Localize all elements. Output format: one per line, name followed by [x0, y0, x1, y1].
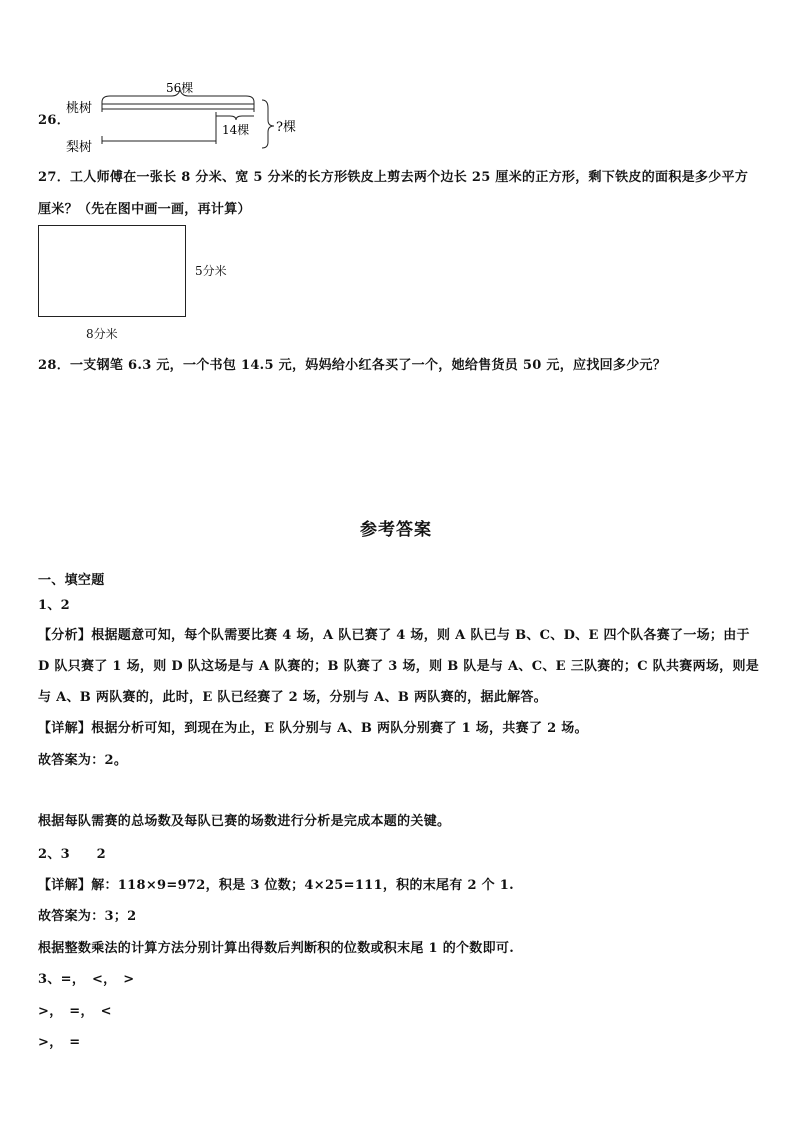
answer-3-line-1: 3、=， <， > [38, 972, 135, 987]
answer-1-analysis-1: 【分析】根据题意可知，每个队需要比赛 4 场，A 队已赛了 4 场，则 A 队已与 B、C、D、E 四个队各赛了一场；由于 [38, 628, 750, 643]
answer-3-line-2: >， =， < [38, 1004, 112, 1019]
top-count-label: 56棵 [166, 81, 194, 95]
peach-segment [102, 104, 254, 109]
answer-1-analysis-3: 与 A、B 两队赛的，此时，E 队已经赛了 2 场，分别与 A、B 两队赛的，据此解答。 [38, 690, 547, 705]
answer-1-detail: 【详解】根据分析可知，到现在为止，E 队分别与 A、B 两队分别赛了 1 场，共赛了 2 场。 [38, 721, 588, 736]
answer-2-number: 2、3 2 [38, 847, 106, 862]
tree-segment-diagram [60, 76, 320, 156]
answer-3-line-3: >， = [38, 1035, 81, 1050]
width-label: 8分米 [86, 327, 118, 341]
answer-2-note: 根据整数乘法的计算方法分别计算出得数后判断积的位数或积末尾 1 的个数即可. [38, 941, 515, 956]
total-label: ?棵 [276, 120, 296, 135]
answer-1-note: 根据每队需赛的总场数及每队已赛的场数进行分析是完成本题的关键。 [38, 814, 451, 829]
height-label: 5分米 [195, 264, 227, 278]
right-brace [262, 100, 274, 148]
section-fill-blank: 一、填空题 [38, 573, 105, 588]
question-26-number: 26． [38, 113, 70, 128]
question-27-line1: 27．工人师傅在一张长 8 分米、宽 5 分米的长方形铁皮上剪去两个边长 25 厘米的正方形，剩下铁皮的面积是多少平方 [38, 170, 749, 185]
question-28-text: 28．一支钢笔 6.3 元，一个书包 14.5 元，妈妈给小红各买了一个，她给售货员 50 元，应找回多少元？ [38, 358, 667, 373]
answer-1-analysis-2: D 队只赛了 1 场，则 D 队这场是与 A 队赛的；B 队赛了 3 场，则 B 队是与 A、C、E 三队赛的；C 队共赛两场，则是 [38, 659, 760, 674]
peach-label: 桃树 [66, 101, 93, 116]
answer-2-result: 故答案为：3；2 [38, 909, 137, 924]
difference-label: 14棵 [222, 123, 250, 137]
answers-title: 参考答案 [360, 520, 432, 540]
answer-1-number: 1、2 [38, 598, 70, 613]
answer-1-result: 故答案为：2。 [38, 753, 128, 768]
answer-2-detail: 【详解】解：118×9=972，积是 3 位数；4×25=111，积的末尾有 2 个 1. [38, 878, 514, 893]
rectangle-sheet[interactable] [38, 225, 186, 317]
pear-label: 梨树 [66, 140, 93, 155]
question-27-line2: 厘米？（先在图中画一画，再计算） [38, 202, 251, 217]
